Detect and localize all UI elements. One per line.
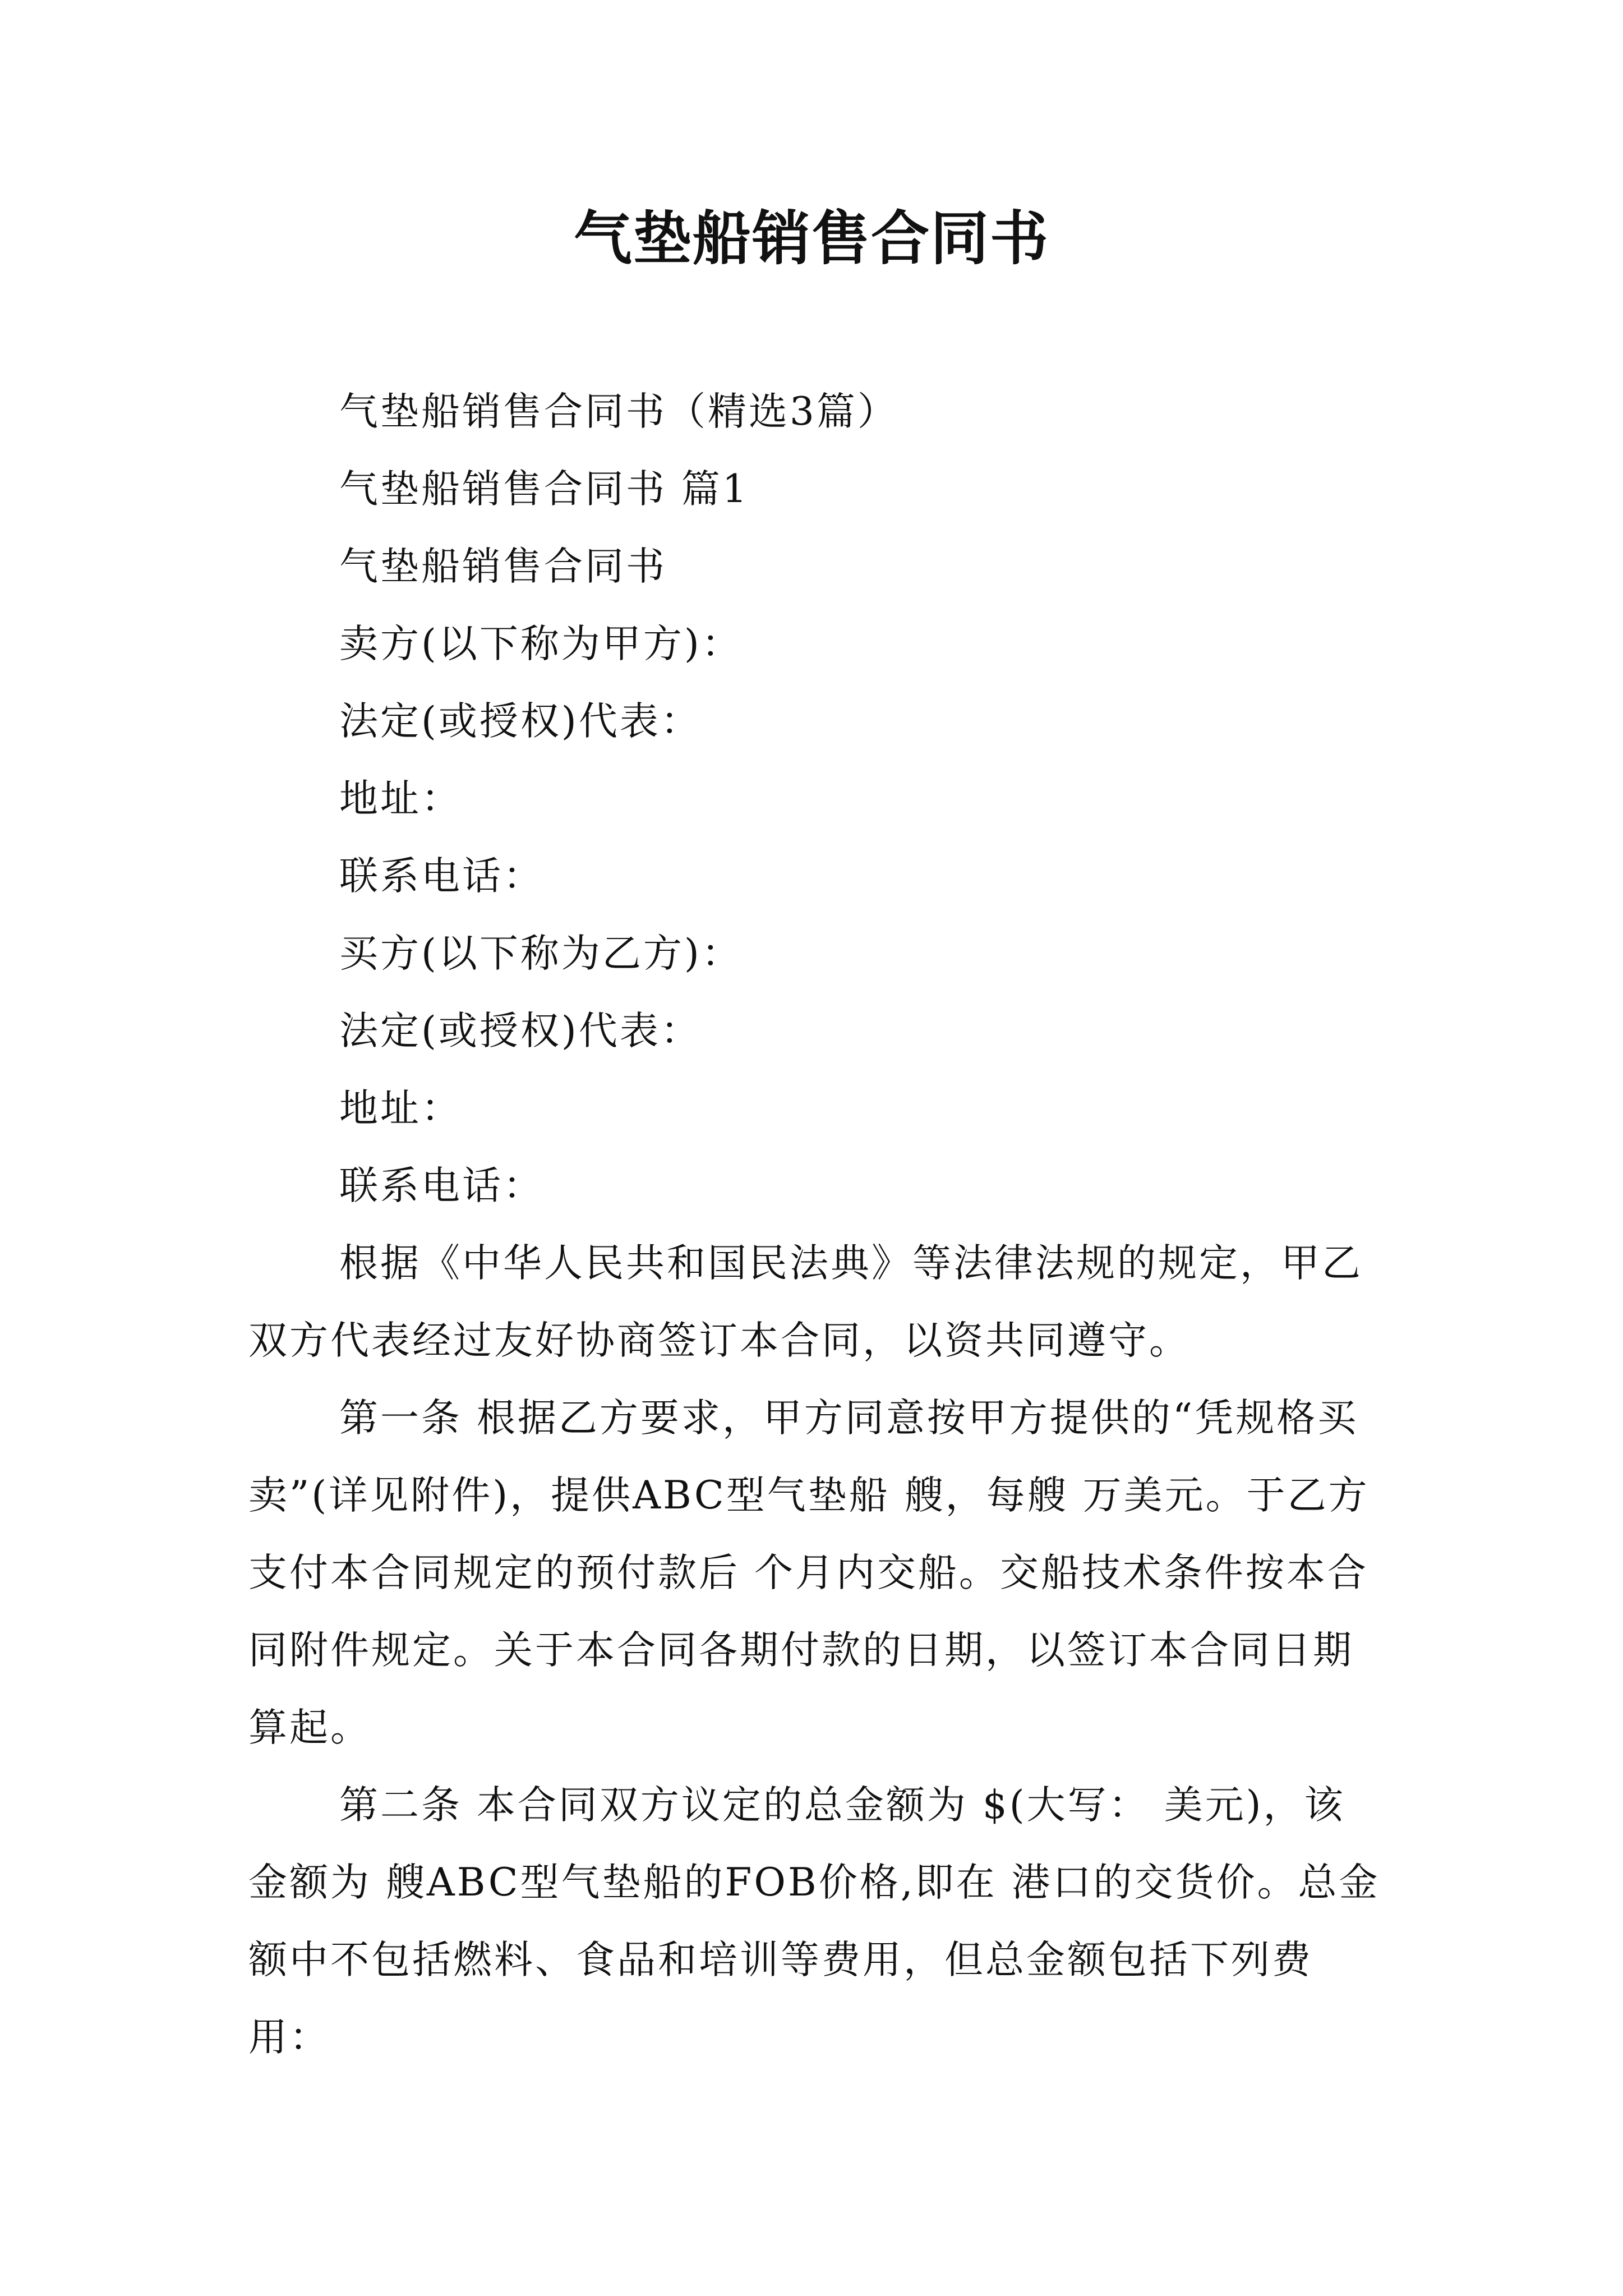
paragraph-article-2: 第二条 本合同双方议定的总金额为 $(大写： 美元)，该金额为 艘ABC型气垫船的FOB价格,即在 港口的交货价。总金额中不包括燃料、食品和培训等费用，但总金额包括下列费用：: [248, 1783, 1380, 2060]
paragraph-section-heading: 气垫船销售合同书 篇1: [339, 467, 749, 512]
document-title: 气垫船销售合同书: [573, 204, 1049, 273]
paragraph-article-1: 第一条 根据乙方要求，甲方同意按甲方提供的“凭规格买卖”(详见附件)，提供ABC型气垫船 艘，每艘 万美元。于乙方支付本合同规定的预付款后 个月内交船。交船技术条件按本合同附件规定。关于本合同各期付款的日期，以签订本合同日期算起。: [248, 1396, 1370, 1750]
paragraph-contract-name: 气垫船销售合同书: [339, 544, 667, 589]
paragraph-seller-address: 地址：: [339, 776, 462, 821]
paragraph-seller-representative: 法定(或授权)代表：: [339, 699, 702, 744]
paragraph-seller: 卖方(以下称为甲方)：: [339, 622, 743, 666]
paragraph-buyer-phone: 联系电话：: [339, 1163, 544, 1208]
paragraph-subtitle: 气垫船销售合同书（精选3篇）: [339, 389, 898, 434]
document-body: [248, 373, 1381, 2076]
paragraph-buyer-representative: 法定(或授权)代表：: [339, 1009, 702, 1053]
paragraph-preamble: 根据《中华人民共和国民法典》等法律法规的规定，甲乙双方代表经过友好协商签订本合同，以资共同遵守。: [248, 1241, 1363, 1363]
paragraph-buyer: 买方(以下称为乙方)：: [339, 931, 743, 976]
paragraph-seller-phone: 联系电话：: [339, 854, 544, 899]
paragraph-buyer-address: 地址：: [339, 1086, 462, 1131]
